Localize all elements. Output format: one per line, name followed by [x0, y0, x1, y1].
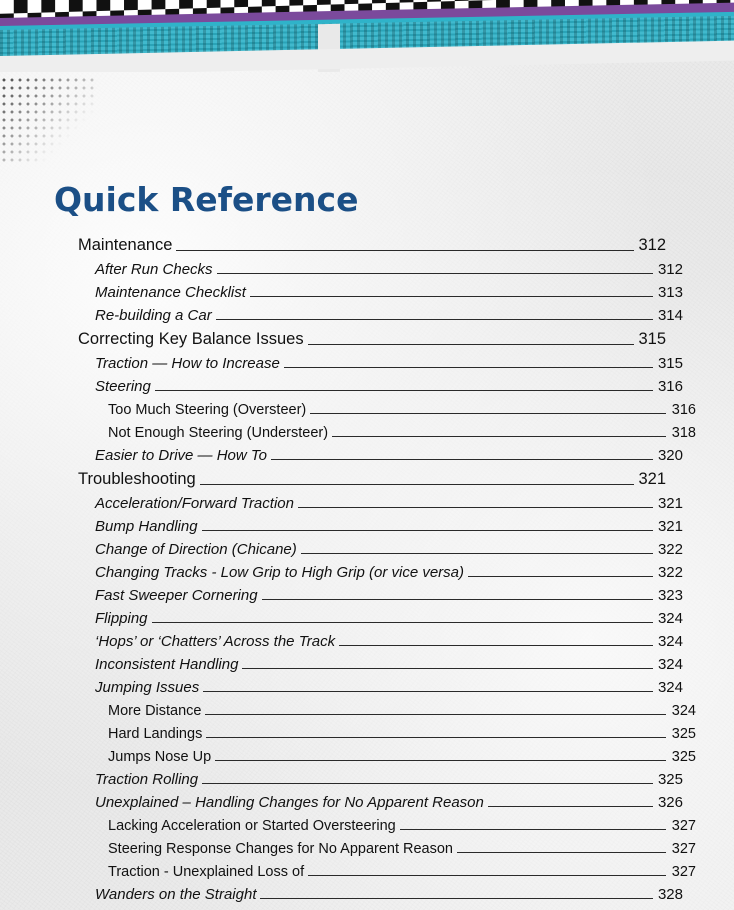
toc-entry-page-number: 327: [671, 864, 696, 880]
toc-leader-line: [284, 366, 653, 368]
toc-entry[interactable]: [78, 559, 683, 581]
toc-entry[interactable]: [78, 536, 683, 558]
toc-leader-line: [400, 828, 666, 830]
toc-entry-label: ‘Hops’ or ‘Chatters’ Across the Track: [95, 633, 336, 650]
toc-leader-line: [260, 897, 653, 899]
toc-entry-label: Steering Response Changes for No Apparent Reason: [108, 841, 453, 857]
toc-entry[interactable]: [78, 766, 683, 788]
toc-entry-page-number: 323: [657, 587, 683, 604]
toc-entry-page-number: 312: [638, 236, 666, 254]
toc-entry[interactable]: [78, 835, 696, 857]
toc-entry-label: Re-building a Car: [95, 307, 212, 324]
table-of-contents: [78, 231, 696, 904]
toc-entry-page-number: 316: [671, 402, 696, 418]
toc-leader-line: [176, 249, 634, 251]
toc-entry[interactable]: [78, 605, 683, 627]
toc-entry-page-number: 324: [657, 656, 683, 673]
toc-entry-label: Bump Handling: [95, 518, 198, 535]
toc-leader-line: [271, 458, 653, 460]
toc-leader-line: [310, 412, 666, 414]
toc-entry[interactable]: [78, 231, 666, 255]
toc-entry-page-number: 316: [657, 378, 683, 395]
toc-leader-line: [202, 529, 653, 531]
toc-leader-line: [457, 851, 666, 853]
toc-entry-label: Maintenance Checklist: [95, 284, 246, 301]
toc-entry[interactable]: [78, 720, 696, 742]
toc-entry-label: Troubleshooting: [78, 470, 196, 488]
toc-entry-page-number: 321: [657, 495, 683, 512]
toc-leader-line: [332, 435, 666, 437]
toc-entry[interactable]: [78, 302, 683, 324]
toc-entry-page-number: 324: [657, 610, 683, 627]
toc-entry[interactable]: [78, 697, 696, 719]
toc-entry-page-number: 321: [638, 470, 666, 488]
toc-entry-label: Lacking Acceleration or Started Oversteering: [108, 818, 396, 834]
toc-entry[interactable]: [78, 812, 696, 834]
toc-entry-page-number: 324: [657, 679, 683, 696]
toc-entry-page-number: 325: [671, 749, 696, 765]
toc-entry-label: More Distance: [108, 703, 202, 719]
toc-entry-page-number: 321: [657, 518, 683, 535]
toc-entry[interactable]: [78, 396, 696, 418]
toc-entry-label: Traction — How to Increase: [95, 355, 280, 372]
toc-entry-label: Traction Rolling: [95, 771, 199, 788]
toc-entry-label: Traction - Unexplained Loss of: [108, 864, 305, 880]
toc-entry-label: Easier to Drive — How To: [95, 447, 268, 464]
toc-entry-page-number: 322: [657, 564, 683, 581]
toc-leader-line: [298, 506, 653, 508]
toc-entry-label: Acceleration/Forward Traction: [95, 495, 294, 512]
toc-entry[interactable]: [78, 743, 696, 765]
toc-leader-line: [308, 343, 635, 345]
toc-leader-line: [203, 690, 653, 692]
toc-entry[interactable]: [78, 279, 683, 301]
toc-entry-label: Correcting Key Balance Issues: [78, 330, 304, 348]
toc-entry[interactable]: [78, 373, 683, 395]
toc-entry[interactable]: [78, 490, 683, 512]
toc-entry-page-number: 327: [671, 818, 696, 834]
toc-entry-page-number: 314: [657, 307, 683, 324]
toc-leader-line: [202, 782, 653, 784]
toc-entry-label: Hard Landings: [108, 726, 203, 742]
toc-entry[interactable]: [78, 651, 683, 673]
toc-entry[interactable]: [78, 465, 666, 489]
toc-entry-page-number: 318: [671, 425, 696, 441]
toc-entry-page-number: 320: [657, 447, 683, 464]
toc-entry-label: Unexplained – Handling Changes for No Apparent Reason: [95, 794, 484, 811]
toc-entry[interactable]: [78, 419, 696, 441]
decorative-header-banner: [0, 0, 734, 72]
toc-entry[interactable]: [78, 628, 683, 650]
toc-entry[interactable]: [78, 674, 683, 696]
toc-leader-line: [488, 805, 653, 807]
toc-leader-line: [155, 389, 653, 391]
toc-entry-label: Inconsistent Handling: [95, 656, 239, 673]
toc-leader-line: [250, 295, 653, 297]
toc-entry-page-number: 324: [671, 703, 696, 719]
toc-entry[interactable]: [78, 256, 683, 278]
toc-entry-page-number: 326: [657, 794, 683, 811]
toc-entry[interactable]: [78, 789, 683, 811]
toc-entry-label: Changing Tracks - Low Grip to High Grip (or vice versa): [95, 564, 465, 581]
toc-entry-page-number: 312: [657, 261, 683, 278]
toc-leader-line: [205, 713, 666, 715]
toc-entry-page-number: 315: [638, 330, 666, 348]
toc-leader-line: [200, 483, 635, 485]
toc-entry-label: After Run Checks: [95, 261, 213, 278]
toc-entry-page-number: 313: [657, 284, 683, 301]
toc-leader-line: [301, 552, 653, 554]
toc-leader-line: [308, 874, 666, 876]
toc-entry-label: Not Enough Steering (Understeer): [108, 425, 329, 441]
toc-leader-line: [339, 644, 653, 646]
toc-leader-line: [215, 759, 666, 761]
toc-entry[interactable]: [78, 325, 666, 349]
toc-entry[interactable]: [78, 350, 683, 372]
toc-entry[interactable]: [78, 858, 696, 880]
toc-entry-page-number: 315: [657, 355, 683, 372]
toc-entry[interactable]: [78, 513, 683, 535]
toc-leader-line: [242, 667, 653, 669]
toc-leader-line: [468, 575, 653, 577]
toc-leader-line: [152, 621, 653, 623]
toc-leader-line: [217, 272, 653, 274]
toc-entry-label: Jumping Issues: [95, 679, 200, 696]
toc-entry-label: Fast Sweeper Cornering: [95, 587, 258, 604]
toc-entry-label: Flipping: [95, 610, 148, 627]
toc-entry-page-number: 324: [657, 633, 683, 650]
page-title: Quick Reference: [54, 180, 359, 220]
toc-entry[interactable]: [78, 881, 683, 903]
toc-entry[interactable]: [78, 442, 683, 464]
toc-entry-page-number: 325: [671, 726, 696, 742]
halftone-dots-decoration: [0, 76, 96, 162]
toc-entry-label: Too Much Steering (Oversteer): [108, 402, 307, 418]
toc-entry-page-number: 325: [657, 771, 683, 788]
toc-entry-page-number: 328: [657, 886, 683, 903]
toc-entry-label: Steering: [95, 378, 151, 395]
toc-leader-line: [206, 736, 666, 738]
toc-entry-page-number: 322: [657, 541, 683, 558]
toc-leader-line: [216, 318, 653, 320]
toc-leader-line: [262, 598, 653, 600]
toc-entry-page-number: 327: [671, 841, 696, 857]
toc-entry-label: Jumps Nose Up: [108, 749, 212, 765]
toc-entry-label: Maintenance: [78, 236, 173, 254]
toc-entry-label: Change of Direction (Chicane): [95, 541, 297, 558]
toc-entry-label: Wanders on the Straight: [95, 886, 257, 903]
toc-entry[interactable]: [78, 582, 683, 604]
